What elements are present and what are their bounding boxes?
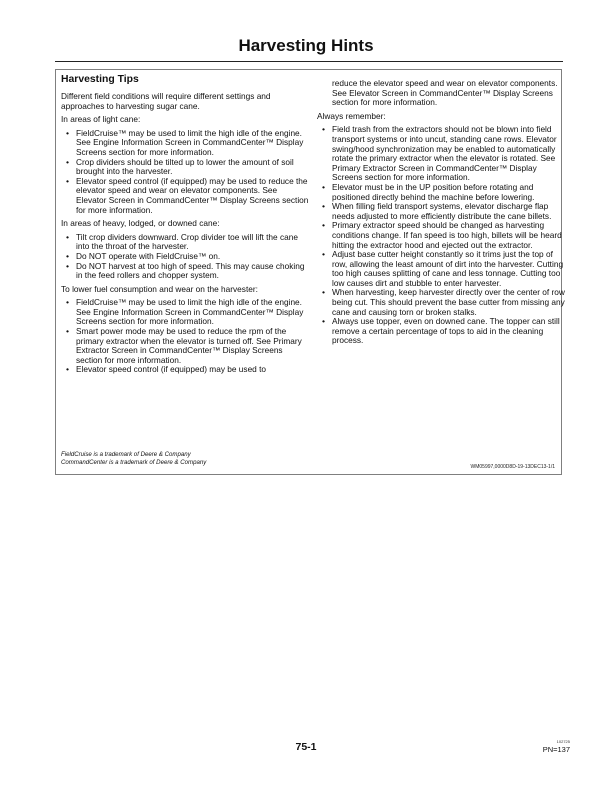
list-item: • Always use topper, even on downed cane. The topper can still remove a certain percentage of tops to aid in the cleaning process. xyxy=(317,317,567,346)
left-column xyxy=(61,74,309,379)
intro-paragraph: Different field conditions will require different settings and approaches to harvesting sugar cane. xyxy=(61,91,271,111)
fuel-label: To lower fuel consumption and wear on the harvester: xyxy=(61,283,258,294)
list-item: • Tilt crop dividers downward. Crop divider toe will lift the cane into the throat of the harvester. xyxy=(61,233,309,252)
list-item: • FieldCruise™ may be used to limit the high idle of the engine. See Engine Information Screen in CommandCenter™ Display Screens section for more information. xyxy=(61,298,309,327)
light-cane-list xyxy=(61,129,309,215)
pn-number: PN=137 xyxy=(542,745,570,754)
page-title: Harvesting Hints xyxy=(238,36,374,55)
list-item: • Smart power mode may be used to reduce the rpm of the primary extractor when the elevator is turned off. See Primary Extractor Screen in CommandCenter™ Display Screens section for more information. xyxy=(61,327,309,365)
trademark-note: FieldCruise is a trademark of Deere & Company xyxy=(61,451,191,458)
remember-label: Always remember: xyxy=(317,110,386,121)
remember-list xyxy=(317,125,567,346)
list-item: • Elevator speed control (if equipped) may be used to reduce the elevator speed and wear on elevator components. See Elevator Screen in CommandCenter™ Display Screens section for more information. xyxy=(61,177,309,215)
list-item: • Do NOT operate with FieldCruise™ on. xyxy=(61,252,309,262)
heavy-cane-label: In areas of heavy, lodged, or downed cane: xyxy=(61,218,220,229)
page-number: 75-1 xyxy=(295,741,317,753)
list-item: • Elevator speed control (if equipped) may be used to xyxy=(61,365,309,375)
list-item: • Field trash from the extractors should not be blown into field transport systems or into uncut, standing cane rows. Elevator swing/hood synchronization may be enabled to automatically rotate the primary extractor when the elevator is rotated. See Primary Extractor Screen in CommandCenter™ Display Screens section for more information. xyxy=(317,125,567,183)
list-item: • When harvesting, keep harvester directly over the center of row being cut. This should prevent the base cutter from missing any cane and causing torn or broken stalks. xyxy=(317,288,567,317)
title-divider xyxy=(55,61,563,62)
list-item: • Elevator must be in the UP position before rotating and positioned directly behind the machine before lowering. xyxy=(317,183,567,202)
document-code: WM05997,0000D8D-19-13DEC13-1/1 xyxy=(470,464,555,470)
continued-bullet-text: reduce the elevator speed and wear on elevator components. See Elevator Screen in CommandCenter™ Display Screens section for more information. xyxy=(332,78,558,108)
trademark-note: CommandCenter is a trademark of Deere & Company xyxy=(61,459,207,466)
list-item: • Adjust base cutter height constantly so it trims just the top of row, allowing the least amount of dirt into the harvester. Cutting too high causes splitting of cane and less tonnage. Cutting too low causes dirt and stubble to enter harvester. xyxy=(317,250,567,288)
list-item: • FieldCruise™ may be used to limit the high idle of the engine. See Engine Information Screen in CommandCenter™ Display Screens section for more information. xyxy=(61,129,309,158)
light-cane-label: In areas of light cane: xyxy=(61,114,141,125)
heavy-cane-list xyxy=(61,233,309,281)
list-item: • When filling field transport systems, elevator discharge flap needs adjusted to more efficiently distribute the cane billets. xyxy=(317,202,567,221)
section-heading: Harvesting Tips xyxy=(61,74,139,85)
list-item: • Do NOT harvest at too high of speed. This may cause choking in the feed rollers and chopper system. xyxy=(61,262,309,281)
trademark-notes xyxy=(61,451,361,467)
list-item: • Crop dividers should be tilted up to lower the amount of soil brought into the harvester. xyxy=(61,158,309,177)
print-code: 102725 xyxy=(556,739,570,744)
fuel-list xyxy=(61,298,309,375)
list-item: • Primary extractor speed should be changed as harvesting conditions change. If fan speed is too high, billets will be heard hitting the extractor hood and ejected out the extractor. xyxy=(317,221,567,250)
right-column xyxy=(317,79,567,350)
